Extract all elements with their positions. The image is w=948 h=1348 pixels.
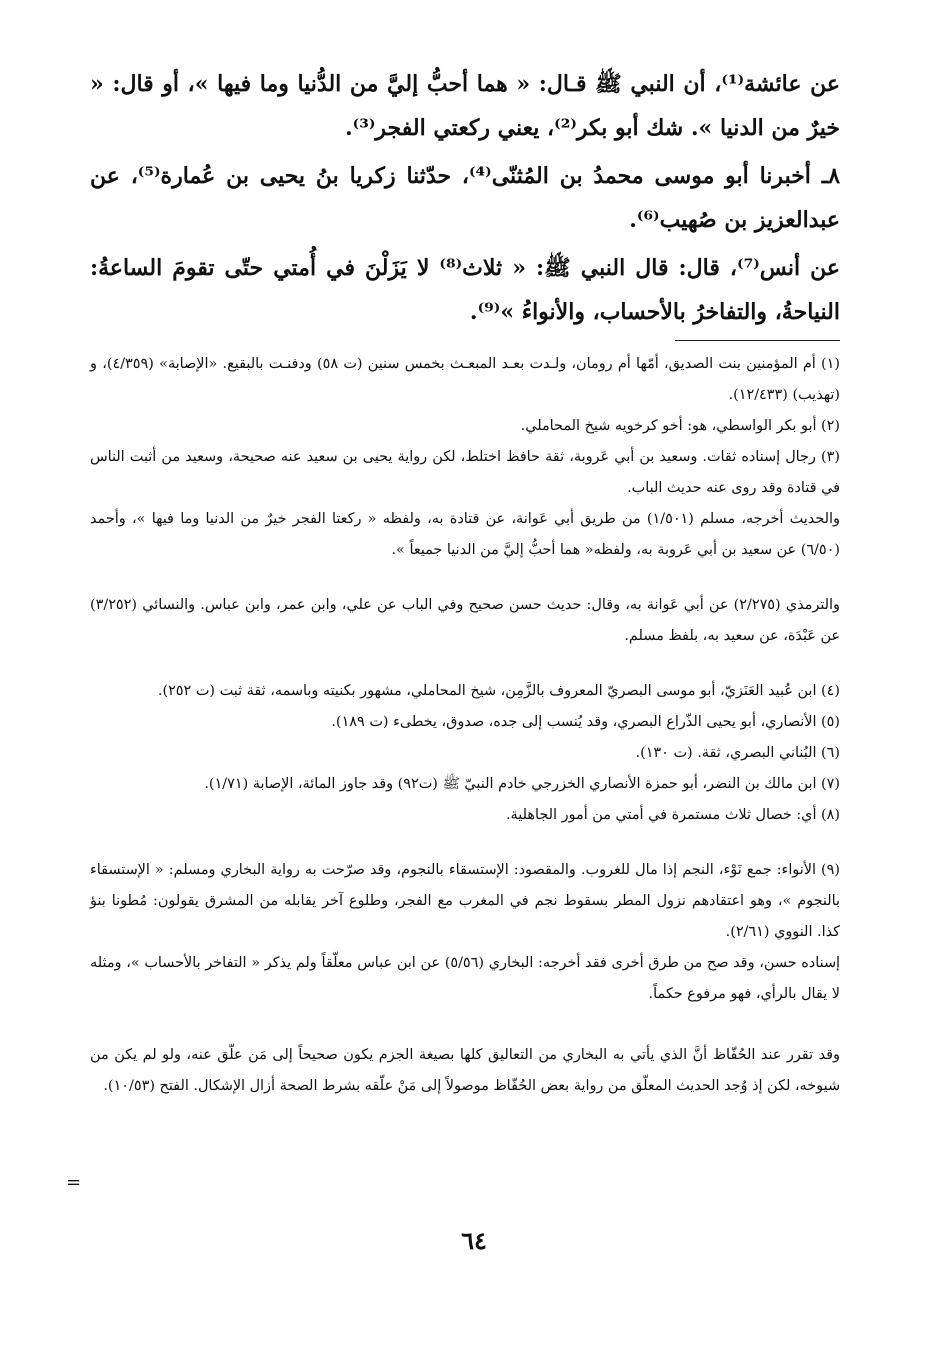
footnote-8: (٨) أي: خصال ثلاث مستمرة في أمتي من أمور الجاهلية.	[505, 807, 840, 823]
page-number: ٦٤	[461, 1226, 487, 1255]
footnote-5: (٥) الأنصاري، أبو يحيى الذّراع البصري، وقد يُنسب إلى جده، صدوق، يخطىء (ت ١٨٩).	[331, 714, 840, 730]
main-text	[90, 62, 840, 334]
footnote-1: (١) أم المؤمنين بنت الصديق، أمّها أم رومان، ولـدت بعـد المبعـث بخمس سنين (ت ٥٨) ودفنـت بالبقيع. «الإصابة» (٤/٣٥٩)، و (تهذيب) (١٢/٤٣٣).	[90, 356, 840, 403]
footnote-4: (٤) ابن عُبيد العَنَزيّ، أبو موسى البصريّ المعروف بالزَّمِن، شيخ المحاملي، مشهور بكنيته وباسمه، ثقة ثبت (ت ٢٥٢).	[157, 683, 840, 699]
footnote-9: (٩) الأنواء: جمع نَوْء، النجم إذا مال للغروب. والمقصود: الإستسقاء بالنجوم، وقد صرّحت به رواية البخاري ومسلم: « الإستسقاء بالنجوم »، وهو اعتقادهم نزول المطر بسقوط نجم في المغرب مع الفجر، وطلوع آخر يقابله من المشرق يقولون: مُطونا بنؤ كذا. النووي (٢/٦١).	[90, 862, 840, 940]
footnote-9-continued: إسناده حسن، وقد صح من طرق أخرى فقد أخرجه: البخاري (٥/٥٦) عن ابن عباس معلّقاً ولم يذكر « التفاخر بالأحساب »، ومثله لا يقال بالرأي، فهو مرفوع حكماً.	[90, 955, 840, 1002]
footnote-3: (٣) رجال إسناده ثقات. وسعيد بن أبي عَروبة، ثقة حافظ اختلط، لكن رواية يحيى بن سعيد عنه صحيحة، وسعيد من أثبت الناس في قتادة وقد روى عنه حديث الباب.	[90, 449, 840, 496]
continuation-mark: =	[66, 1172, 82, 1193]
book-page	[90, 62, 840, 1102]
footnotes	[90, 349, 840, 1102]
footnote-9-continued-2: وقد تقرر عند الحُفّاظ أنَّ الذي يأتي به البخاري من التعاليق كلها بصيغة الجزم يكون صحيحاً إلى مَن علّق عنه، ولو لم يكن من شيوخه، لكن إذ وُجد الحديث المعلّق من رواية بعض الحُفّاظ موصولاً إلى مَنْ علّقه بشرط الصحة أزال الإشكال. الفتح (١٠/٥٣).	[90, 1047, 840, 1094]
footnote-3-continued-2: والترمذي (٢/٢٧٥) عن أبي عَوانة به، وقال: حديث حسن صحيح وفي الباب عن علي، وابن عمر، وابن عباس. والنسائي (٣/٢٥٢) عن عَبْدَة، عن سعيد به، بلفظ مسلم.	[90, 597, 840, 644]
footnote-7: (٧) ابن مالك بن النضر، أبو حمزة الأنصاري الخزرجي خادم النبيّ ﷺ (ت٩٢) وقد جاوز المائة، الإصابة (١/٧١).	[204, 776, 840, 792]
hadith-paragraph-1: عن عائشة⁽¹⁾، أن النبي ﷺ قـال: « هما أحبُّ إليَّ من الدُّنيا وما فيها »، أو قال: « خيرٌ من الدنيا ». شك أبو بكر⁽²⁾، يعني ركعتي الفجر⁽³⁾.	[90, 71, 840, 141]
isnad-paragraph-8: ٨ـ أخبرنا أبو موسى محمدُ بن المُثنّى⁽⁴⁾، حدّثنا زكريا بنُ يحيى بن عُمارة⁽⁵⁾، عن عبدالعزيز بن صُهيب⁽⁶⁾.	[90, 163, 841, 233]
hadith-paragraph-2: عن أنس⁽⁷⁾، قال: قال النبي ﷺ: « ثلاث⁽⁸⁾ لا يَزَلْنَ في أُمتي حتّى تقومَ الساعةُ: النياحةُ، والتفاخرُ بالأحساب، والأنواءُ »⁽⁹⁾.	[90, 255, 840, 325]
footnote-separator	[675, 340, 840, 341]
footnote-2: (٢) أبو بكر الواسطي، هو: أخو كرخويه شيخ المحاملي.	[520, 418, 840, 434]
footnote-6: (٦) البُناني البصري، ثقة. (ت ١٣٠).	[635, 745, 840, 761]
footnote-3-continued: والحديث أخرجه، مسلم (١/٥٠١) من طريق أبي عَوانة، عن قتادة به، ولفظه « ركعتا الفجر خيرٌ من الدنيا وما فيها »، وأحمد (٦/٥٠) عن سعيد بن أبي عَروبة به، ولفظه« هما أحبُّ إليَّ من الدنيا جميعاً ».	[90, 511, 840, 558]
